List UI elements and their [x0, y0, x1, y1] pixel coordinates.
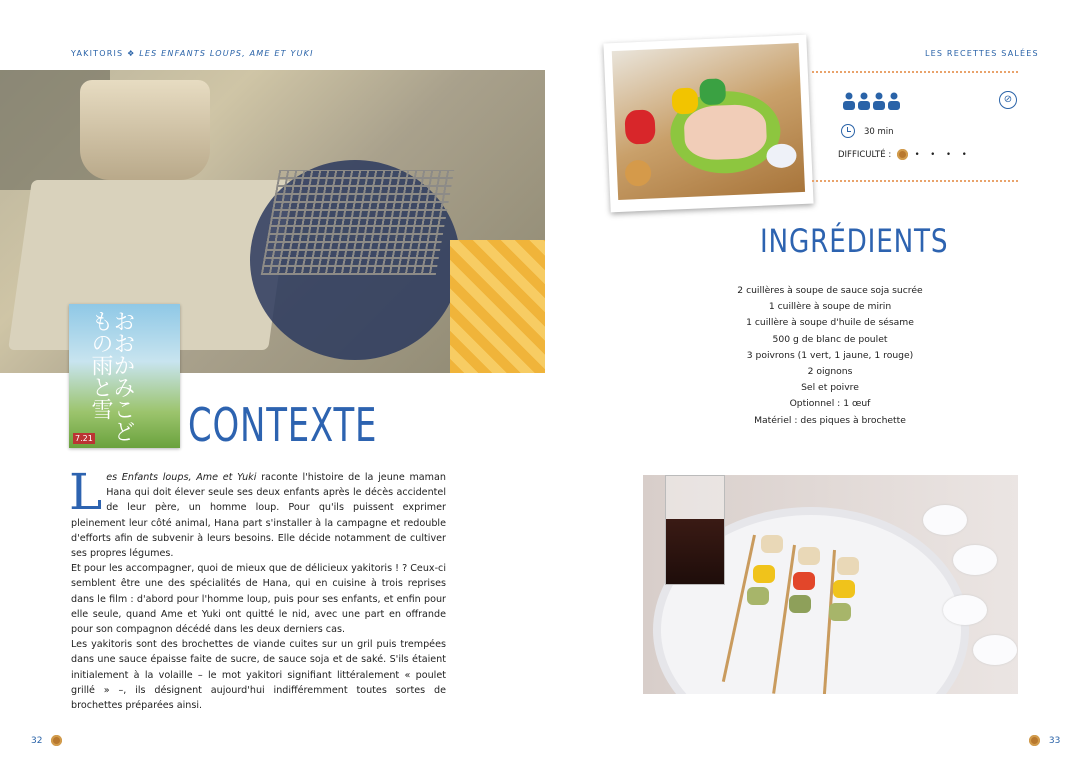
green-pepper-chunk	[829, 603, 851, 621]
yellow-tile-counter	[450, 240, 545, 373]
difficulty-row	[838, 149, 971, 160]
ingredient-item: Optionnel : 1 œuf	[789, 398, 871, 410]
clock-icon	[841, 124, 855, 138]
context-body-text	[69, 463, 446, 713]
left-running-header	[71, 49, 314, 58]
top-dotted-rule	[812, 71, 1018, 73]
green-pepper-chunk	[747, 587, 769, 605]
section-title-contexte: CONTEXTE	[188, 398, 378, 452]
orchid-flower	[923, 505, 967, 535]
paragraph-1	[69, 463, 446, 561]
paragraph-1-text: raconte l'histoire de la jeune maman Hana qui doit élever seule ses deux enfants après le décès accidentel de leur père, un homme loup. Pour qu'ils puissent exprimer pleinement leur côté animal, Hana part s'installer à la campagne et redouble d'efforts afin de subvenir à leurs besoins. Elle décide notamment de cultiver ses propres légumes.	[71, 472, 446, 560]
green-pepper	[699, 78, 726, 105]
no-alcohol-icon: ⊘	[999, 91, 1017, 109]
left-page-number	[31, 735, 62, 746]
poster-title: おおかみこどもの雨と雪	[88, 310, 135, 442]
chicken-chunk	[761, 535, 783, 553]
orchid-flower	[943, 595, 987, 625]
paragraph-2: Et pour les accompagner, quoi de mieux que de délicieux yakitoris ! ? Ceux-ci semblent être une des spécialités de Hana, qui en cuisine à trois reprises dans le film : d'abord pour l'homme loup, puis pour ses enfants, et enfin pour elle seule, quand Ame et Yuki ont quitté le nid, avec une part en offrande pour son compagnon décédé dans les deux derniers cas.	[71, 563, 446, 636]
four-people-icon	[842, 92, 904, 110]
red-pepper-chunk	[793, 572, 815, 590]
ingredient-item: 2 oignons	[807, 366, 853, 378]
difficulty-dots: • • • •	[914, 150, 971, 160]
cookie-icon	[51, 735, 62, 746]
header-film-title: LES ENFANTS LOUPS, AME ET YUKI	[139, 49, 314, 58]
film-poster	[69, 304, 180, 448]
ingredients-photo	[603, 35, 813, 213]
small-bowl	[766, 143, 797, 168]
prep-time: 30 min	[864, 127, 894, 137]
ingredient-item: 2 cuillères à soupe de sauce soja sucrée	[737, 285, 923, 296]
header-separator: ❖	[127, 49, 136, 58]
onion	[625, 160, 652, 187]
page-number-33: 33	[1048, 736, 1061, 746]
sauce-glass	[665, 475, 725, 585]
film-title-italic: es Enfants loups, Ame et Yuki	[106, 472, 257, 483]
ingredient-item: Sel et poivre	[801, 382, 859, 394]
header-prefix: YAKITORIS	[71, 49, 124, 58]
green-pepper-chunk	[789, 595, 811, 613]
ingredient-item: 3 poivrons (1 vert, 1 jaune, 1 rouge)	[746, 349, 914, 361]
orchid-flower	[953, 545, 997, 575]
orchid-flower	[973, 635, 1017, 665]
ingredient-item: 500 g de blanc de poulet	[772, 333, 888, 345]
page-number-32: 32	[31, 736, 43, 746]
red-pepper	[624, 109, 655, 144]
grill-rack	[261, 170, 455, 275]
difficulty-label: DIFFICULTÉ :	[838, 150, 892, 160]
yellow-pepper	[671, 87, 698, 114]
yakitori-photo	[643, 475, 1018, 694]
drop-cap: L	[69, 463, 103, 521]
ingredient-item: Matériel : des piques à brochette	[754, 414, 906, 426]
right-page-number	[1029, 735, 1060, 746]
ingredients-list	[700, 283, 960, 429]
ingredient-item: 1 cuillère à soupe d'huile de sésame	[746, 317, 914, 329]
servings-icon	[842, 92, 904, 115]
ingredient-item: 1 cuillère à soupe de mirin	[768, 301, 892, 313]
difficulty-cookie-icon	[897, 149, 908, 160]
cookie-icon	[1029, 735, 1040, 746]
chicken-chunk	[837, 557, 859, 575]
paragraph-3: Les yakitoris sont des brochettes de viande cuites sur un gril puis trempées dans une sauce épaisse faite de sucre, de sauce soja et de saké. S'ils étaient initialement à la volaille – le mot yakitori signifiant littéralement « poulet grillé » –, ils désignent aujourd'hui indifféremment toutes sortes de brochettes préparées ainsi.	[71, 639, 446, 712]
right-running-header: LES RECETTES SALÉES	[925, 49, 1039, 58]
saucepan	[80, 80, 210, 180]
poster-date-badge: 7.21	[75, 434, 93, 443]
yellow-pepper-chunk	[753, 565, 775, 583]
chicken-chunk	[798, 547, 820, 565]
section-title-ingredients: INGRÉDIENTS	[760, 222, 949, 260]
bottom-dotted-rule	[812, 180, 1018, 182]
yellow-pepper-chunk	[833, 580, 855, 598]
